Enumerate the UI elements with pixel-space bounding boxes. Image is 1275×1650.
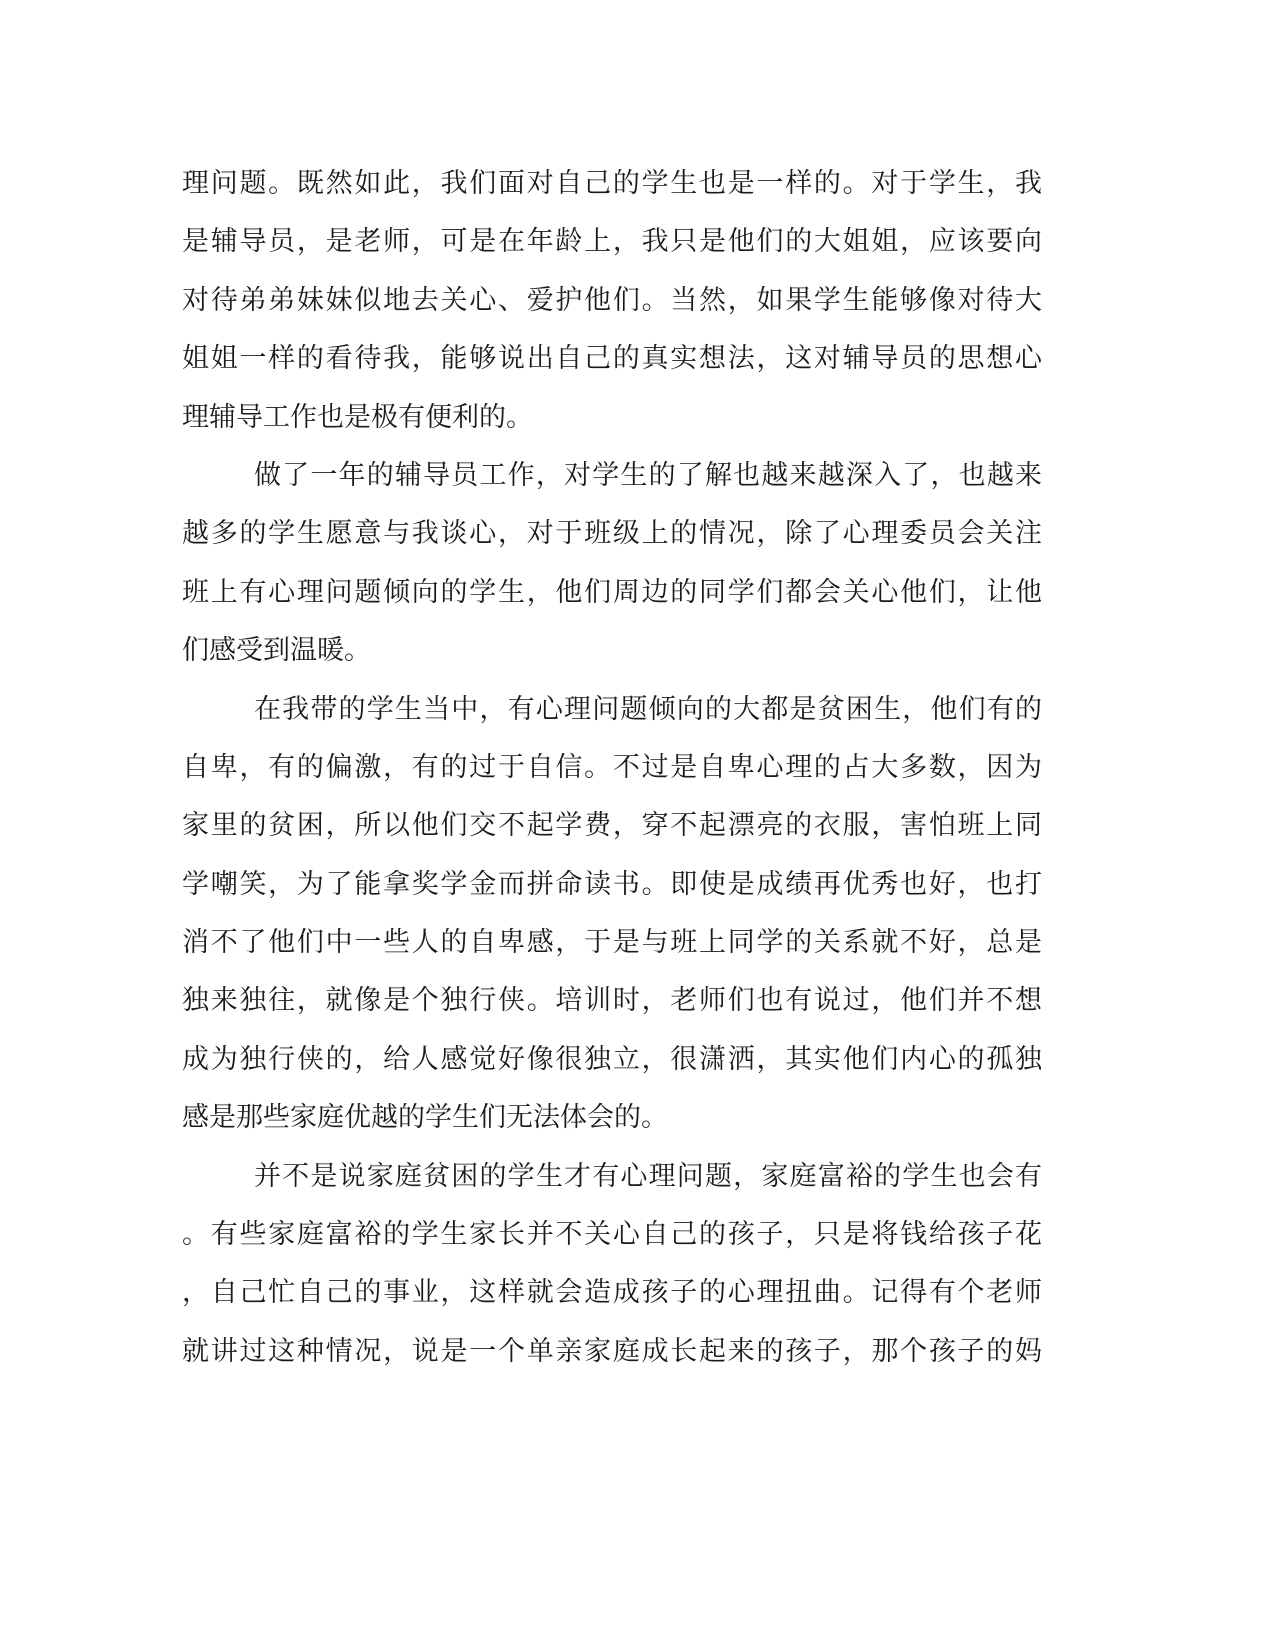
- paragraph: [182, 155, 1042, 447]
- text-line: 学嘲笑，为了能拿奖学金而拼命读书。即使是成绩再优秀也好，也打: [182, 868, 1042, 900]
- text-line: 姐姐一样的看待我，能够说出自己的真实想法，这对辅导员的思想心: [182, 343, 1042, 375]
- paragraph: [182, 447, 1042, 681]
- body-text: [182, 155, 1042, 1381]
- text-line: 就讲过这种情况，说是一个单亲家庭成长起来的孩子，那个孩子的妈: [182, 1335, 1042, 1367]
- text-line: 是辅导员，是老师，可是在年龄上，我只是他们的大姐姐，应该要向: [182, 226, 1042, 258]
- text-line: 班上有心理问题倾向的学生，他们周边的同学们都会关心他们，让他: [182, 576, 1042, 608]
- paragraph: [182, 1148, 1042, 1382]
- text-line: 。有些家庭富裕的学生家长并不关心自己的孩子，只是将钱给孩子花: [182, 1219, 1042, 1251]
- text-line: 自卑，有的偏激，有的过于自信。不过是自卑心理的占大多数，因为: [182, 751, 1042, 783]
- text-line: 在我带的学生当中，有心理问题倾向的大都是贫困生，他们有的: [254, 693, 1042, 725]
- text-line: 家里的贫困，所以他们交不起学费，穿不起漂亮的衣服，害怕班上同: [182, 810, 1042, 842]
- text-line: 独来独往，就像是个独行侠。培训时，老师们也有说过，他们并不想: [182, 985, 1042, 1017]
- text-line: 对待弟弟妹妹似地去关心、爱护他们。当然，如果学生能够像对待大: [182, 284, 1042, 316]
- text-line: 们感受到温暖。: [182, 635, 371, 667]
- text-line: 并不是说家庭贫困的学生才有心理问题，家庭富裕的学生也会有: [254, 1160, 1042, 1192]
- text-line: 消不了他们中一些人的自卑感，于是与班上同学的关系就不好，总是: [182, 927, 1042, 959]
- text-line: 理问题。既然如此，我们面对自己的学生也是一样的。对于学生，我: [182, 168, 1042, 199]
- text-line: 越多的学生愿意与我谈心，对于班级上的情况，除了心理委员会关注: [182, 518, 1042, 550]
- text-line: 感是那些家庭优越的学生们无法体会的。: [182, 1102, 668, 1134]
- text-line: 理辅导工作也是极有便利的。: [182, 401, 533, 433]
- text-line: ，自己忙自己的事业，这样就会造成孩子的心理扭曲。记得有个老师: [182, 1277, 1042, 1309]
- text-line: 做了一年的辅导员工作，对学生的了解也越来越深入了，也越来: [254, 459, 1042, 491]
- text-line: 成为独行侠的，给人感觉好像很独立，很潇洒，其实他们内心的孤独: [182, 1043, 1042, 1075]
- paragraph: [182, 681, 1042, 1148]
